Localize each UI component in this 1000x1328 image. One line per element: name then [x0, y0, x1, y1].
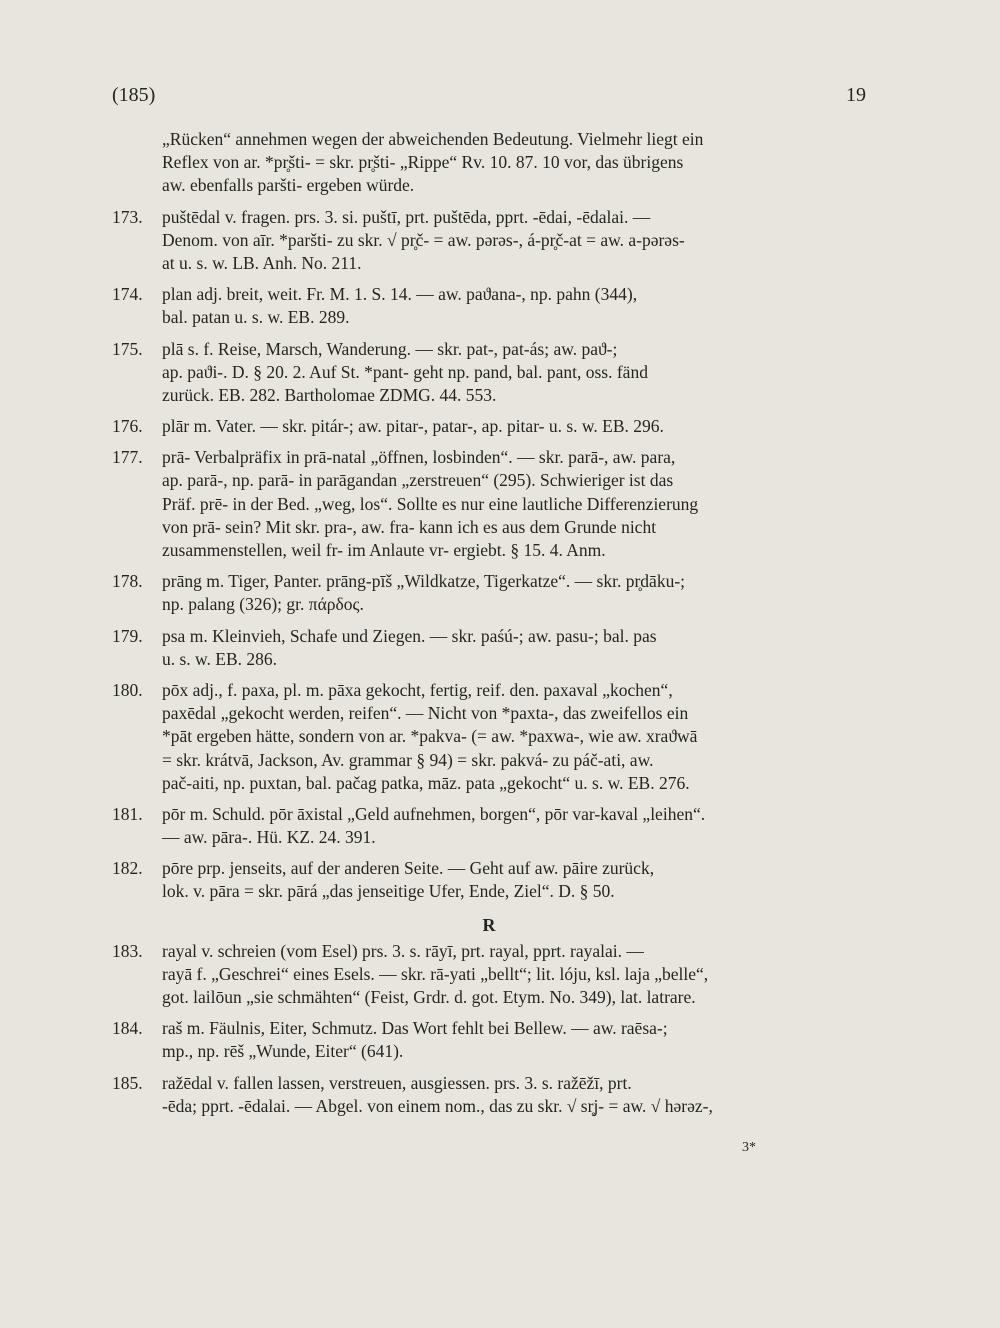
dictionary-entry — [112, 446, 866, 562]
dictionary-entry — [112, 803, 866, 849]
text-line: mp., np. rēš „Wunde, Eiter“ (641). — [162, 1041, 404, 1062]
dictionary-entry — [112, 1072, 866, 1118]
entry-number: 174. — [112, 284, 143, 305]
entry-text: puštēdal v. fragen. prs. 3. si. puštī, prt. puštēda, pprt. -ēdai, -ēdalai. — — [162, 206, 651, 227]
entry-text: prā- Verbalpräfix in prā-natal „öffnen, losbinden“. — skr. parā-, aw. para, — [162, 447, 676, 468]
dictionary-entry — [112, 679, 866, 795]
entry-number: 181. — [112, 803, 143, 824]
entry-number: 173. — [112, 206, 143, 227]
dictionary-entry — [112, 857, 866, 903]
entry-text: plā s. f. Reise, Marsch, Wanderung. — skr. pat-, pat-ás; aw. paϑ-; — [162, 338, 618, 359]
entry-text: psa m. Kleinvieh, Schafe und Ziegen. — skr. paśú-; aw. pasu-; bal. pas — [162, 625, 657, 646]
dictionary-entry — [112, 338, 866, 408]
text-line: paxēdal „gekocht werden, reifen“. — Nicht von *paxta-, das zweifellos ein — [162, 703, 689, 724]
entry-headline — [112, 679, 866, 702]
entry-headline — [112, 940, 866, 963]
dictionary-entry — [112, 206, 866, 276]
continued-paragraph — [112, 128, 866, 198]
dictionary-entry — [112, 283, 866, 329]
text-line: zurück. EB. 282. Bartholomae ZDMG. 44. 553. — [162, 384, 497, 405]
text-line: — aw. pāra-. Hü. KZ. 24. 391. — [162, 827, 376, 848]
text-line: rayā f. „Geschrei“ eines Esels. — skr. rā-yati „bellt“; lit. lóju, ksl. laja „belle“, — [162, 963, 709, 984]
text-line: Reflex von ar. *pr̥šti- = skr. pr̥šti- „Rippe“ Rv. 10. 87. 10 vor, das übrigens — [162, 152, 684, 173]
section-heading: R — [482, 914, 496, 935]
entry-number: 182. — [112, 858, 143, 879]
entry-headline — [112, 206, 866, 229]
entry-headline — [112, 570, 866, 593]
entry-text: plan adj. breit, weit. Fr. M. 1. S. 14. — aw. paϑana-, np. pahn (344), — [162, 284, 638, 305]
entry-list-r — [112, 940, 866, 1118]
dictionary-entry — [112, 415, 866, 438]
entry-number: 185. — [112, 1072, 143, 1093]
text-line: ap. paϑi-. D. § 20. 2. Auf St. *pant- geht np. pand, bal. pant, oss. fänd — [162, 361, 648, 382]
text-line: Denom. von aīr. *paršti- zu skr. √ pr̥č- = aw. pərəs-, á-pr̥č-at = aw. a-pərəs- — [162, 229, 685, 250]
text-line: von prā- sein? Mit skr. pra-, aw. fra- kann ich es aus dem Grunde nicht — [162, 516, 657, 537]
text-line: aw. ebenfalls paršti- ergeben würde. — [162, 175, 415, 196]
page-number: 19 — [846, 84, 866, 106]
entry-text: pōr m. Schuld. pōr āxistal „Geld aufnehmen, borgen“, pōr var-kaval „leihen“. — [162, 803, 706, 824]
page-header — [112, 84, 866, 110]
text-line: pač-aiti, np. puxtan, bal. pačag patka, māz. pata „gekocht“ u. s. w. EB. 276. — [162, 772, 690, 793]
text-line: -ēda; pprt. -ēdalai. — Abgel. von einem nom., das zu skr. √ sr̥j- = aw. √ hərəz-, — [162, 1095, 713, 1116]
entry-number: 180. — [112, 679, 143, 700]
entry-number: 183. — [112, 940, 143, 961]
signature-mark: 3* — [742, 1140, 756, 1155]
text-line: ap. parā-, np. parā- in parāgandan „zerstreuen“ (295). Schwieriger ist das — [162, 470, 674, 491]
entry-text: prāng m. Tiger, Panter. prāng-pīš „Wildkatze, Tigerkatze“. — skr. pr̥dāku-; — [162, 571, 686, 592]
section-marker: (185) — [112, 84, 156, 106]
page-body — [112, 128, 866, 1118]
entry-number: 176. — [112, 416, 143, 437]
entry-headline — [112, 415, 866, 438]
entry-headline — [112, 1072, 866, 1095]
dictionary-entry — [112, 940, 866, 1010]
entry-headline — [112, 338, 866, 361]
entry-text: plār m. Vater. — skr. pitár-; aw. pitar-, patar-, ap. pitar- u. s. w. EB. 296. — [162, 416, 664, 437]
text-line: got. lailōun „sie schmähten“ (Feist, Grdr. d. got. Etym. No. 349), lat. latrare. — [162, 987, 696, 1007]
entry-text: rayal v. schreien (vom Esel) prs. 3. s. rāyī, prt. rayal, pprt. rayalai. — — [162, 940, 644, 961]
entry-number: 178. — [112, 571, 143, 592]
entry-headline — [112, 625, 866, 648]
text-line: u. s. w. EB. 286. — [162, 648, 278, 669]
text-line: zusammenstellen, weil fr- im Anlaute vr- ergiebt. § 15. 4. Anm. — [162, 540, 606, 560]
entry-list-p — [112, 206, 866, 904]
entry-number: 177. — [112, 447, 143, 468]
entry-text: ražēdal v. fallen lassen, verstreuen, ausgiessen. prs. 3. s. ražēžī, prt. — [162, 1072, 632, 1093]
entry-headline — [112, 857, 866, 880]
dictionary-entry — [112, 1017, 866, 1063]
entry-headline — [112, 1017, 866, 1040]
text-line: = skr. krátvā, Jackson, Av. grammar § 94) = skr. pakvá- zu páč-ati, aw. — [162, 749, 654, 770]
entry-headline — [112, 446, 866, 469]
text-line: *pāt ergeben hätte, sondern von ar. *pakva- (= aw. *paxwa-, wie aw. xraϑwā — [162, 726, 698, 747]
entry-number: 184. — [112, 1018, 143, 1039]
entry-number: 175. — [112, 338, 143, 359]
text-line: lok. v. pāra = skr. pārá „das jenseitige Ufer, Ende, Ziel“. D. § 50. — [162, 881, 615, 902]
text-line: „Rücken“ annehmen wegen der abweichenden Bedeutung. Vielmehr liegt ein — [162, 129, 704, 149]
text-line: at u. s. w. LB. Anh. No. 211. — [162, 252, 362, 273]
entry-text: pōre prp. jenseits, auf der anderen Seite. — Geht auf aw. pāire zurück, — [162, 858, 655, 879]
entry-number: 179. — [112, 625, 143, 646]
entry-headline — [112, 803, 866, 826]
dictionary-entry — [112, 570, 866, 616]
dictionary-entry — [112, 625, 866, 671]
text-line: Präf. prē- in der Bed. „weg, los“. Sollte es nur eine lautliche Differenzierung — [162, 493, 699, 514]
text-line: bal. patan u. s. w. EB. 289. — [162, 307, 350, 328]
entry-text: raš m. Fäulnis, Eiter, Schmutz. Das Wort fehlt bei Bellew. — aw. raēsa-; — [162, 1018, 668, 1039]
text-line: np. palang (326); gr. πάρδος. — [162, 594, 364, 615]
entry-headline — [112, 283, 866, 306]
entry-text: pōx adj., f. paxa, pl. m. pāxa gekocht, fertig, reif. den. paxaval „kochen“, — [162, 679, 673, 700]
